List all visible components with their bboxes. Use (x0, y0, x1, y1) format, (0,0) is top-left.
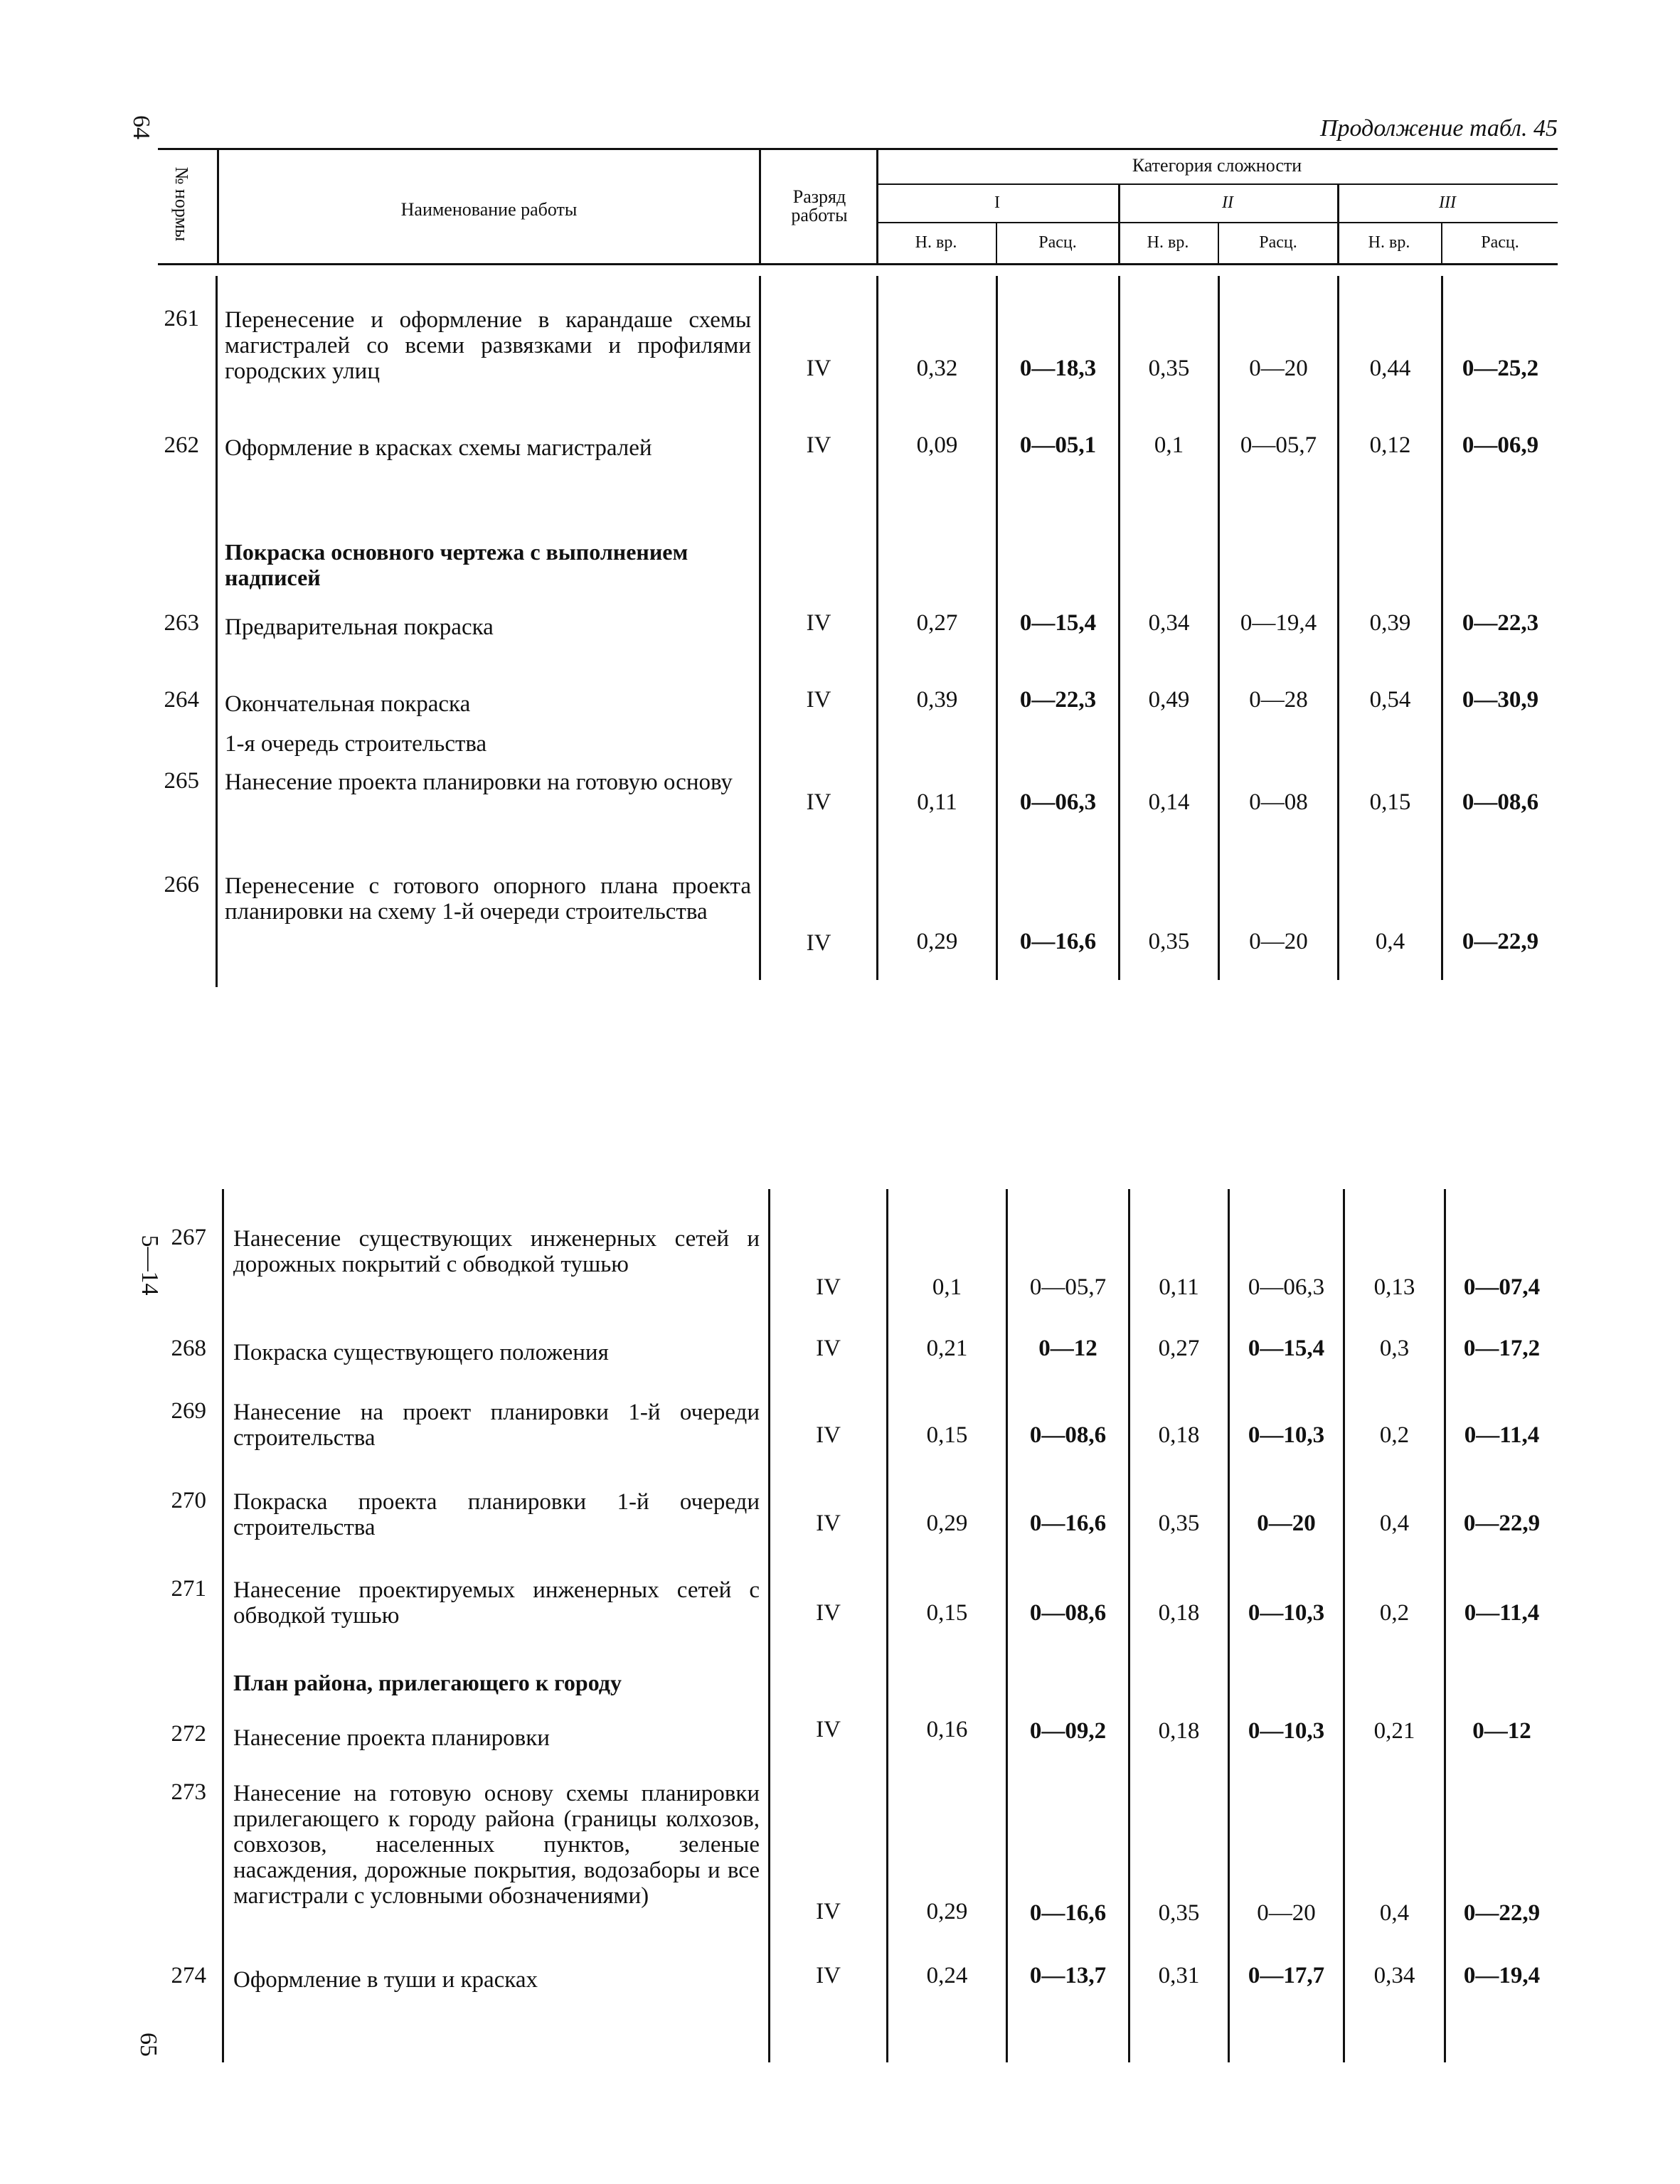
column-header-norm-number: № нормы (171, 166, 192, 242)
section-heading: План района, прилегающего к городу (233, 1670, 622, 1695)
section-heading: Покраска основного чертежа с выполнением надписей (225, 539, 689, 590)
rate-iii: 0—22,9 (1463, 1900, 1541, 1926)
row-number: 265 (164, 768, 199, 794)
grade-cell: IV (806, 432, 831, 458)
row-number: 270 (171, 1488, 206, 1513)
norm-time-i: 0,09 (916, 432, 958, 458)
rate-i: 0—12 (1038, 1336, 1097, 1361)
rate-i: 0—15,4 (1019, 610, 1097, 636)
norm-time-iii: 0,39 (1369, 610, 1411, 636)
rate-i: 0—08,6 (1029, 1422, 1107, 1448)
grade-cell: IV (816, 1336, 841, 1361)
norm-time-iii: 0,3 (1379, 1336, 1410, 1361)
norm-time-iii: 0,21 (1373, 1718, 1415, 1744)
grade-cell: IV (816, 1274, 841, 1300)
rate-iii: 0—25,2 (1462, 356, 1539, 381)
norm-time-i: 0,15 (926, 1600, 968, 1626)
row-number: 264 (164, 687, 199, 713)
category-ii-header: II (1222, 193, 1233, 212)
row-number: 271 (171, 1576, 206, 1602)
norm-time-iii: 0,15 (1369, 789, 1411, 815)
work-name: Перенесение и оформление в карандаше схемы магистралей со всеми развязками и профилями городских улиц (225, 307, 751, 384)
row-number: 262 (164, 432, 199, 458)
rate-i: 0—16,6 (1019, 929, 1097, 954)
norm-time-i: 0,32 (916, 356, 958, 381)
row-number: 268 (171, 1336, 206, 1361)
work-name: Перенесение с готового опорного плана проекта планировки на схему 1-й очереди строительства (225, 873, 751, 925)
grade-cell: IV (806, 687, 831, 713)
rate-iii: 0—22,9 (1462, 929, 1539, 954)
rate-i: 0—08,6 (1029, 1600, 1107, 1626)
norm-time-i: 0,29 (926, 1899, 968, 1924)
rate-i: 0—09,2 (1029, 1718, 1107, 1744)
norm-time-ii: 0,34 (1148, 610, 1190, 636)
norm-time-iii: 0,12 (1369, 432, 1411, 458)
page-number-bottom: 65 (135, 2033, 161, 2057)
work-name: Нанесение проектируемых инженерных сетей с обводкой тушью (233, 1577, 760, 1629)
work-name: Оформление в туши и красках (233, 1967, 538, 1993)
rate-iii: 0—08,6 (1462, 789, 1539, 815)
rate-header: Расц. (1038, 233, 1077, 252)
work-name: Покраска существующего положения (233, 1340, 609, 1365)
norm-time-i: 0,29 (926, 1511, 968, 1536)
row-number: 266 (164, 872, 199, 897)
rate-iii: 0—11,4 (1464, 1600, 1540, 1626)
rate-iii: 0—22,3 (1462, 610, 1539, 636)
work-name: Нанесение проекта планировки (233, 1725, 550, 1751)
norm-time-i: 0,21 (926, 1336, 968, 1361)
grade-cell: IV (806, 930, 831, 956)
norm-time-i: 0,29 (916, 929, 958, 954)
row-number: 274 (171, 1963, 206, 1988)
rate-i: 0—13,7 (1029, 1963, 1107, 1988)
rate-ii: 0—05,7 (1240, 432, 1317, 458)
norm-time-ii: 0,18 (1158, 1718, 1200, 1744)
rate-ii: 0—10,3 (1248, 1422, 1325, 1448)
norm-time-ii: 0,35 (1148, 356, 1190, 381)
rate-ii: 0—06,3 (1248, 1274, 1325, 1300)
norm-time-header: Н. вр. (915, 233, 957, 252)
rate-header: Расц. (1481, 233, 1519, 252)
norm-time-ii: 0,35 (1158, 1900, 1200, 1926)
rate-ii: 0—10,3 (1248, 1718, 1325, 1744)
work-name: Нанесение проекта планировки на готовую основу (225, 769, 733, 795)
table-continuation-title: Продолжение табл. 45 (1319, 115, 1558, 142)
grade-cell: IV (816, 1899, 841, 1924)
rate-ii: 0—20 (1249, 356, 1308, 381)
rate-iii: 0—17,2 (1463, 1336, 1541, 1361)
rate-ii: 0—08 (1249, 789, 1308, 815)
rate-ii: 0—15,4 (1248, 1336, 1325, 1361)
rate-iii: 0—11,4 (1464, 1422, 1540, 1448)
rate-i: 0—16,6 (1029, 1511, 1107, 1536)
work-name: Окончательная покраска (225, 691, 471, 717)
column-header-name: Наименование работы (400, 199, 578, 220)
grade-cell: IV (816, 1600, 841, 1626)
rate-ii: 0—28 (1249, 687, 1308, 713)
rate-header: Расц. (1259, 233, 1297, 252)
work-name: Покраска проекта планировки 1-й очереди строительства (233, 1489, 760, 1540)
norm-time-ii: 0,18 (1158, 1600, 1200, 1626)
rate-i: 0—05,7 (1029, 1274, 1107, 1300)
category-i-header: I (994, 193, 1000, 212)
grade-cell: IV (806, 610, 831, 636)
row-number: 269 (171, 1398, 206, 1424)
rate-iii: 0—12 (1472, 1718, 1531, 1744)
rate-ii: 0—10,3 (1248, 1600, 1325, 1626)
grade-cell: IV (816, 1717, 841, 1742)
row-number: 261 (164, 306, 199, 331)
norm-time-ii: 0,18 (1158, 1422, 1200, 1448)
row-number: 272 (171, 1721, 206, 1747)
norm-time-ii: 0,1 (1154, 432, 1184, 458)
category-iii-header: III (1439, 193, 1456, 212)
rate-i: 0—05,1 (1019, 432, 1097, 458)
grade-cell: IV (816, 1511, 841, 1536)
rate-iii: 0—22,9 (1463, 1511, 1541, 1536)
grade-cell: IV (816, 1422, 841, 1448)
norm-time-iii: 0,34 (1373, 1963, 1415, 1988)
row-number: 263 (164, 610, 199, 636)
norm-time-iii: 0,44 (1369, 356, 1411, 381)
row-number: 273 (171, 1779, 206, 1805)
norm-time-i: 0,11 (917, 789, 957, 815)
work-name: Нанесение существующих инженерных сетей и дорожных покрытий с обводкой тушью (233, 1226, 760, 1277)
norm-time-i: 0,16 (926, 1717, 968, 1742)
norm-time-ii: 0,27 (1158, 1336, 1200, 1361)
norm-time-i: 0,15 (926, 1422, 968, 1448)
rate-i: 0—22,3 (1019, 687, 1097, 713)
grade-cell: IV (806, 356, 831, 381)
rate-iii: 0—06,9 (1462, 432, 1539, 458)
rate-i: 0—06,3 (1019, 789, 1097, 815)
rate-iii: 0—07,4 (1463, 1274, 1541, 1300)
norm-time-header: Н. вр. (1368, 233, 1410, 252)
norm-time-i: 0,1 (932, 1274, 962, 1300)
work-name: Нанесение на готовую основу схемы планировки прилегающего к городу района (границы колхозов, совхозов, населенных пунктов, зеленые насаждения, дорожные покрытия, водозаборы и все магистрали с условными обозначениями) (233, 1781, 760, 1909)
rate-iii: 0—19,4 (1463, 1963, 1541, 1988)
norm-time-header: Н. вр. (1147, 233, 1189, 252)
norm-time-i: 0,27 (916, 610, 958, 636)
work-name: Оформление в красках схемы магистралей (225, 435, 652, 461)
norm-time-iii: 0,4 (1375, 929, 1405, 954)
norm-time-iii: 0,4 (1379, 1511, 1410, 1536)
norm-time-iii: 0,2 (1379, 1600, 1410, 1626)
grade-cell: IV (816, 1963, 841, 1988)
grade-cell: IV (806, 789, 831, 815)
rate-i: 0—16,6 (1029, 1900, 1107, 1926)
norm-time-iii: 0,2 (1379, 1422, 1410, 1448)
norm-time-ii: 0,11 (1159, 1274, 1199, 1300)
norm-time-iii: 0,4 (1379, 1900, 1410, 1926)
norm-time-ii: 0,35 (1148, 929, 1190, 954)
rate-ii: 0—20 (1257, 1511, 1316, 1536)
rate-i: 0—18,3 (1019, 356, 1097, 381)
norm-time-ii: 0,35 (1158, 1511, 1200, 1536)
norm-time-i: 0,39 (916, 687, 958, 713)
rate-ii: 0—19,4 (1240, 610, 1317, 636)
row-number: 267 (171, 1225, 206, 1250)
norm-time-ii: 0,31 (1158, 1963, 1200, 1988)
norm-time-ii: 0,14 (1148, 789, 1190, 815)
norm-time-iii: 0,54 (1369, 687, 1411, 713)
norm-time-ii: 0,49 (1148, 687, 1190, 713)
subsection-heading: 1-я очередь строительства (225, 731, 487, 757)
page-number-top: 64 (128, 115, 154, 139)
rate-ii: 0—17,7 (1248, 1963, 1325, 1988)
rate-ii: 0—20 (1257, 1900, 1316, 1926)
rate-ii: 0—20 (1249, 929, 1308, 954)
column-header-grade: Разряд работы (791, 186, 848, 225)
work-name: Нанесение на проект планировки 1-й очереди строительства (233, 1400, 760, 1451)
signature-mark: 5—14 (137, 1235, 163, 1296)
rate-iii: 0—30,9 (1462, 687, 1539, 713)
column-header-complexity: Категория сложности (1132, 155, 1302, 176)
norm-time-i: 0,24 (926, 1963, 968, 1988)
work-name: Предварительная покраска (225, 614, 494, 640)
norm-time-iii: 0,13 (1373, 1274, 1415, 1300)
